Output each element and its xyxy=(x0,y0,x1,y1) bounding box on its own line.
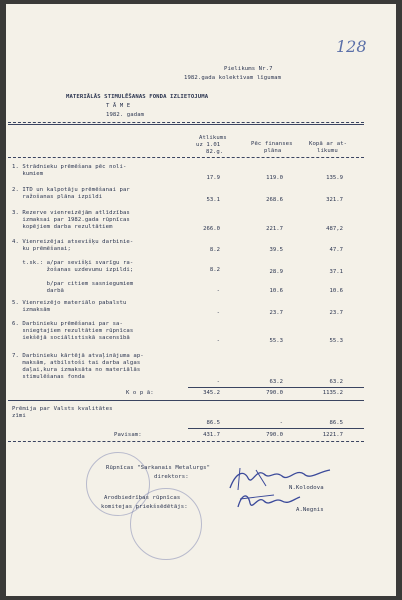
union-signature xyxy=(234,489,304,513)
attachment-label: Pielikums Nr.7 xyxy=(224,66,273,72)
header-subtitle: 1982.gada kolektīvam līgumam xyxy=(184,75,282,81)
top-rule xyxy=(8,122,364,123)
director-title-line1: Rūpnīcas "Sarkanais Metalurgs" xyxy=(106,465,211,471)
document-title-2: T Ā M E xyxy=(106,103,131,109)
document-year: 1982. gadam xyxy=(106,112,145,118)
union-title-line1: Arodbiedrības rūpnīcas xyxy=(104,495,181,501)
union-name: A.Negnis xyxy=(296,507,324,513)
director-name: N.Kolodova xyxy=(289,485,324,491)
director-title-line2: direktors: xyxy=(154,474,189,480)
document-title: MATERIĀLĀS STIMULĒŠANAS FONDA IZLIETOJUMA xyxy=(66,94,209,100)
handwritten-page-number: 128 xyxy=(336,37,367,56)
document-page: 128 Pielikums Nr.7 1982.gada kolektīvam līgumam MATERIĀLĀS STIMULĒŠANAS FONDA IZLIETOJUMA T Ā M E 1982. gadam Atlikums uz 1.01 82.g. Pēc finanses plāna Kopā ar at- likumu 1. Strādnieku prēmēšana pēc noli- kumiem 17.9 119.0 135.9 2. ITD un kalpotāju prēmēšanai par ražošanas plāna izpildi 53.1 268.6 321.7 3. Rezerve vienreizējām atlīdzības izmaksai par 1982.gada rūpnīcas kopējiem darba rezultātiem 266.0 221.7 487,2 4. Vienreizējai atsevišķu darbinie- ku prēmēšanai; 8.2 39.5 47.7 t.sk.: a/par sevišķi svarīgu ra- žošanas uzdevumu izpildi; 8.2 28.9 37.1 b/par citiem sasniegumiem darbā - 10.6 10.6 5. Vienreizējo materiālo pabalstu izmaksām - 23.7 23.7 6. Darbinieku prēmēšanai par sa- sniegtajiem rezultātiem rūpnīcas iekšējā sociālistiskā sacensībā - 55.3 55.3 7. Darbinieku kārtējā atvaļinājuma ap- maksām, atbilstoši tai darba algas daļai,kura izmaksāta no materiālās stimulēšanas fonda - 63.2 63.2 K o p ā: 345.2 790.0 1135.2 Prēmija par Valsts kvalitātes zīmi 86.5 - 86.5 Pavisam: 431.7 790.0 1221.7 Rūpnīcas "Sarkanais Metalurgs" direktors: N.Kolodova Arodbiedrības rūpnīcas komitejas priekšsēdētājs: A.Negnis xyxy=(6,4,396,596)
union-title-line2: komitejas priekšsēdētājs: xyxy=(101,504,188,510)
